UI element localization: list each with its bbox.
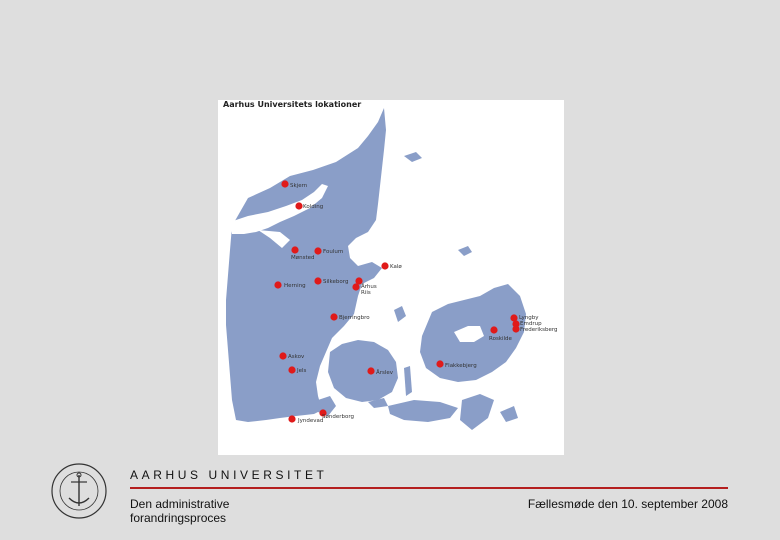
marker-skive bbox=[281, 180, 288, 187]
label-aarhus: Århus bbox=[361, 284, 377, 290]
marker-jels bbox=[288, 366, 295, 373]
marker-bygholm bbox=[330, 313, 337, 320]
label-foulum: Foulum bbox=[323, 249, 344, 255]
footer-subtitle-line2: forandringsproces bbox=[130, 511, 227, 525]
anholt-land bbox=[404, 152, 422, 162]
falster-land bbox=[460, 394, 494, 430]
label-herning: Herning bbox=[284, 283, 306, 289]
label-roskilde: Roskilde bbox=[489, 336, 512, 342]
label-skjern: Skjern bbox=[290, 183, 308, 189]
marker-askov bbox=[279, 352, 286, 359]
footer-subtitle bbox=[130, 497, 229, 525]
label-flakkebjerg: Flakkebjerg bbox=[445, 363, 477, 369]
label-kolding: Kolding bbox=[303, 204, 324, 210]
denmark-map bbox=[218, 100, 564, 455]
marker-monsted bbox=[291, 246, 298, 253]
marker-foulum bbox=[295, 202, 302, 209]
marker-frederiksberg bbox=[512, 325, 519, 332]
marker-aarhus-2 bbox=[352, 283, 359, 290]
marker-arslev bbox=[367, 367, 374, 374]
label-emdrup: Emdrup bbox=[520, 321, 542, 327]
map-title: Aarhus Universitets lokationer bbox=[223, 100, 362, 109]
marker-roskilde bbox=[490, 326, 497, 333]
label-riis: Riis bbox=[361, 290, 371, 296]
university-name: AARHUS UNIVERSITET bbox=[130, 468, 328, 482]
label-silkeborg: Silkeborg bbox=[323, 279, 349, 285]
footer-subtitle-line1: Den administrative bbox=[130, 497, 230, 511]
marker-silkeborg bbox=[314, 277, 321, 284]
samso-land bbox=[394, 306, 406, 322]
label-frederiksberg: Frederiksberg bbox=[520, 327, 558, 333]
label-bjerringbro: Bjerringbro bbox=[339, 315, 370, 321]
label-jyndevad: Jyndevad bbox=[298, 418, 324, 424]
label-sonderborg: Sønderborg bbox=[322, 414, 354, 420]
laeso-land bbox=[458, 246, 472, 256]
footer-meeting-date: Fællesmøde den 10. september 2008 bbox=[527, 497, 728, 511]
mon-land bbox=[500, 406, 518, 422]
label-monsted: Mønsted bbox=[291, 255, 315, 261]
marker-flakkebjerg bbox=[436, 360, 443, 367]
marker-herning bbox=[274, 281, 281, 288]
map-panel bbox=[218, 100, 564, 455]
marker-kalo bbox=[381, 262, 388, 269]
label-lyngby: Lyngby bbox=[519, 315, 539, 321]
marker-viborg bbox=[314, 247, 321, 254]
label-arslev: Årslev bbox=[376, 370, 394, 376]
university-seal-icon bbox=[50, 462, 108, 520]
label-jels: Jels bbox=[297, 368, 307, 374]
langeland-land bbox=[404, 366, 412, 396]
lolland-land bbox=[388, 400, 458, 422]
marker-jyndevad bbox=[288, 415, 295, 422]
label-kalo: Kalø bbox=[390, 264, 402, 270]
divider-rule bbox=[130, 487, 728, 489]
label-askov: Askov bbox=[288, 354, 305, 360]
